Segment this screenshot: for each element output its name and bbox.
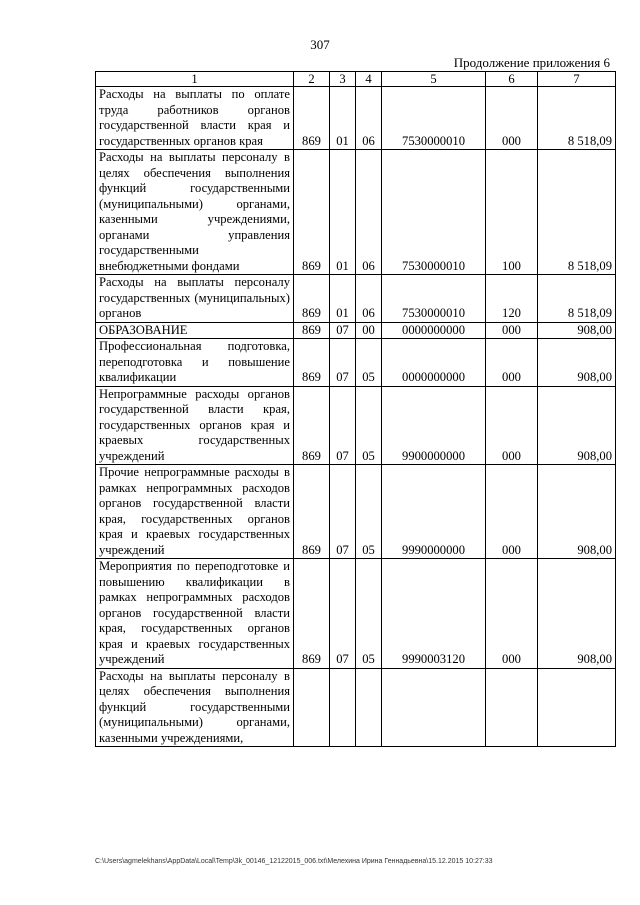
- row-vid-raskhodov: 000: [486, 465, 538, 559]
- row-podrazdel: 06: [356, 150, 382, 275]
- row-vid-raskhodov: 000: [486, 339, 538, 387]
- row-razdel: 01: [330, 275, 356, 323]
- row-podrazdel: 05: [356, 465, 382, 559]
- column-header: 1: [96, 72, 294, 87]
- row-razdel: 07: [330, 322, 356, 339]
- row-name: Мероприятия по переподготовке и повышению квалификации в рамках непрограммных расходов органов государственной власти края, государственных органов края и краевых государственных учреждений: [96, 559, 294, 669]
- row-name: Прочие непрограммные расходы в рамках непрограммных расходов органов государственной власти края, государственных органов края и краевых государственных учреждений: [96, 465, 294, 559]
- row-summa: 8 518,09: [538, 87, 616, 150]
- row-razdel: 07: [330, 465, 356, 559]
- budget-table: [95, 71, 616, 747]
- row-tselevaya-statya: [382, 668, 486, 747]
- row-summa: 908,00: [538, 559, 616, 669]
- row-razdel: 07: [330, 339, 356, 387]
- row-podrazdel: 05: [356, 559, 382, 669]
- row-name: ОБРАЗОВАНИЕ: [96, 322, 294, 339]
- table-row: [96, 668, 616, 747]
- row-tselevaya-statya: 0000000000: [382, 339, 486, 387]
- row-name: Расходы на выплаты персоналу в целях обеспечения выполнения функций государственными (муниципальными) органами, казенными учреждениями,: [96, 668, 294, 747]
- row-name: Профессиональная подготовка, переподготовка и повышение квалификации: [96, 339, 294, 387]
- row-summa: 908,00: [538, 339, 616, 387]
- continuation-label: Продолжение приложения 6: [453, 55, 610, 70]
- row-vedomstvo: [294, 668, 330, 747]
- row-summa: 908,00: [538, 386, 616, 465]
- row-vid-raskhodov: 100: [486, 150, 538, 275]
- row-vedomstvo: 869: [294, 386, 330, 465]
- table-row: [96, 87, 616, 150]
- row-name: Расходы на выплаты по оплате труда работников органов государственной власти края и государственных органов края: [96, 87, 294, 150]
- row-vedomstvo: 869: [294, 150, 330, 275]
- table-row: [96, 275, 616, 323]
- column-header: 2: [294, 72, 330, 87]
- row-vid-raskhodov: 000: [486, 386, 538, 465]
- row-razdel: [330, 668, 356, 747]
- column-header: 6: [486, 72, 538, 87]
- row-vedomstvo: 869: [294, 559, 330, 669]
- row-tselevaya-statya: 0000000000: [382, 322, 486, 339]
- row-vid-raskhodov: 000: [486, 87, 538, 150]
- row-podrazdel: 06: [356, 87, 382, 150]
- row-tselevaya-statya: 9990000000: [382, 465, 486, 559]
- row-summa: 908,00: [538, 322, 616, 339]
- column-header: 3: [330, 72, 356, 87]
- row-tselevaya-statya: 7530000010: [382, 150, 486, 275]
- column-header: 5: [382, 72, 486, 87]
- row-summa: 8 518,09: [538, 275, 616, 323]
- row-summa: [538, 668, 616, 747]
- table-row: [96, 339, 616, 387]
- row-razdel: 07: [330, 559, 356, 669]
- row-razdel: 07: [330, 386, 356, 465]
- row-tselevaya-statya: 9990003120: [382, 559, 486, 669]
- row-summa: 8 518,09: [538, 150, 616, 275]
- row-razdel: 01: [330, 87, 356, 150]
- column-header: 7: [538, 72, 616, 87]
- row-name: Расходы на выплаты персоналу государственных (муниципальных) органов: [96, 275, 294, 323]
- row-name: Непрограммные расходы органов государственной власти края, государственных органов края и краевых государственных учреждений: [96, 386, 294, 465]
- row-tselevaya-statya: 7530000010: [382, 275, 486, 323]
- table-row: [96, 559, 616, 669]
- row-vedomstvo: 869: [294, 275, 330, 323]
- row-tselevaya-statya: 9900000000: [382, 386, 486, 465]
- page-number: 307: [310, 37, 330, 52]
- row-tselevaya-statya: 7530000010: [382, 87, 486, 150]
- row-summa: 908,00: [538, 465, 616, 559]
- row-podrazdel: 00: [356, 322, 382, 339]
- table-header-row: [96, 72, 616, 87]
- table-row: [96, 322, 616, 339]
- table-row: [96, 150, 616, 275]
- row-vedomstvo: 869: [294, 87, 330, 150]
- row-podrazdel: 05: [356, 339, 382, 387]
- row-name: Расходы на выплаты персоналу в целях обеспечения выполнения функций государственными (муниципальными) органами, казенными учреждениями, органами управления государственными внебюджетными фондами: [96, 150, 294, 275]
- footer-file-path: C:\Users\agmelekhans\AppData\Local\Temp\3k_00146_12122015_006.txt\Мелехина Ирина Геннадьевна\15.12.2015 10:27:33: [95, 858, 493, 865]
- table-row: [96, 465, 616, 559]
- row-podrazdel: 06: [356, 275, 382, 323]
- row-podrazdel: 05: [356, 386, 382, 465]
- row-vid-raskhodov: 000: [486, 559, 538, 669]
- row-vedomstvo: 869: [294, 465, 330, 559]
- column-header: 4: [356, 72, 382, 87]
- row-vid-raskhodov: [486, 668, 538, 747]
- row-podrazdel: [356, 668, 382, 747]
- row-vid-raskhodov: 000: [486, 322, 538, 339]
- row-vid-raskhodov: 120: [486, 275, 538, 323]
- row-vedomstvo: 869: [294, 322, 330, 339]
- row-razdel: 01: [330, 150, 356, 275]
- row-vedomstvo: 869: [294, 339, 330, 387]
- table-row: [96, 386, 616, 465]
